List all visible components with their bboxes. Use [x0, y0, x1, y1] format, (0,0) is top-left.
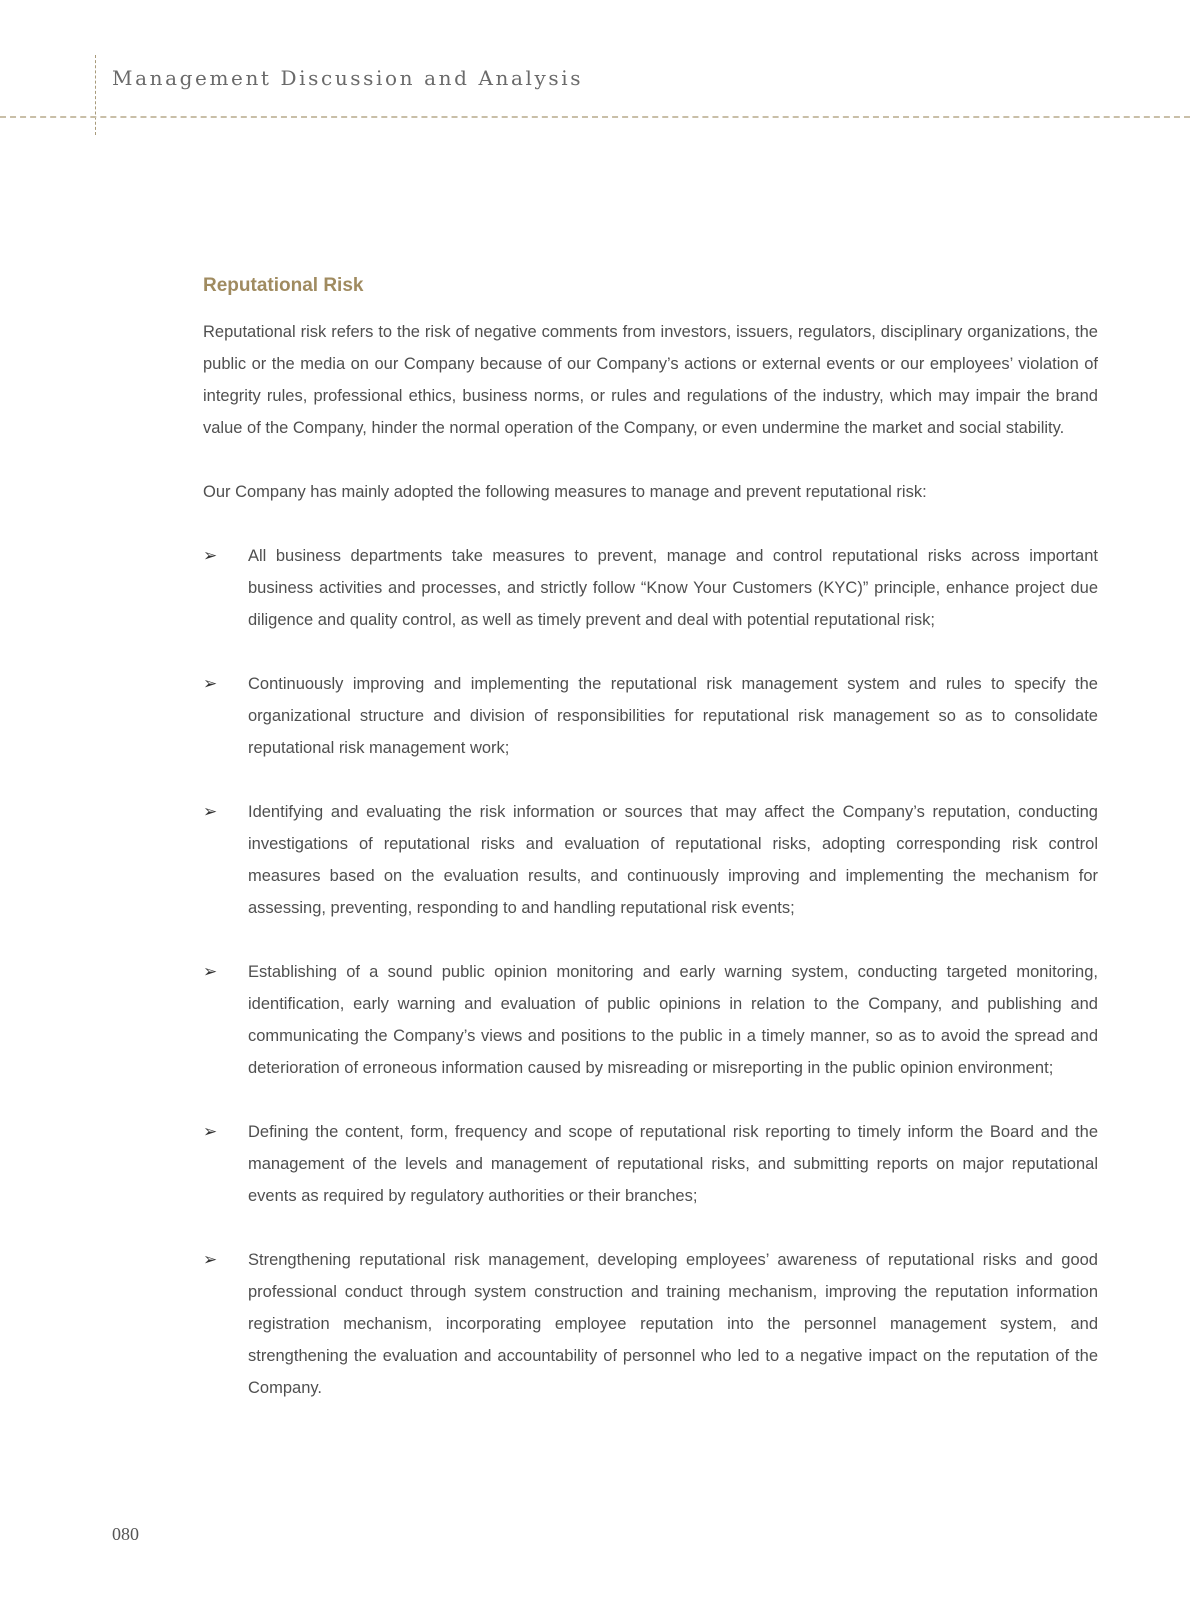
- page-number: 080: [112, 1524, 139, 1544]
- lead-in-paragraph: Our Company has mainly adopted the following measures to manage and prevent reputational risk:: [203, 483, 927, 501]
- arrow-bullet-icon: ➢: [203, 802, 218, 822]
- list-item: [203, 668, 1098, 764]
- section-heading: Reputational Risk: [203, 275, 364, 296]
- list-item: [203, 956, 1098, 1084]
- arrow-bullet-icon: ➢: [203, 1250, 218, 1270]
- list-item-text: Identifying and evaluating the risk information or sources that may affect the Company’s reputation, conducting investigations of reputational risks and evaluation of reputational risks, adopting corresponding risk control measures based on the evaluation results, and continuously improving and implementing the mechanism for assessing, preventing, responding to and handling reputational risk events;: [248, 803, 1098, 917]
- list-item-text: Establishing of a sound public opinion monitoring and early warning system, conducting targeted monitoring, identification, early warning and evaluation of public opinions in relation to the Company, and publishing and communicating the Company’s views and positions to the public in a timely manner, so as to avoid the spread and deterioration of erroneous information caused by misreading or misreporting in the public opinion environment;: [248, 963, 1098, 1077]
- list-item: [203, 540, 1098, 636]
- header-horizontal-rule: [0, 116, 1190, 118]
- running-header-title: Management Discussion and Analysis: [112, 66, 584, 90]
- arrow-bullet-icon: ➢: [203, 1122, 218, 1142]
- arrow-bullet-icon: ➢: [203, 546, 218, 566]
- list-item-text: Continuously improving and implementing the reputational risk management system and rules to specify the organizational structure and division of responsibilities for reputational risk management so as to consolidate reputational risk management work;: [248, 675, 1098, 757]
- arrow-bullet-icon: ➢: [203, 962, 218, 982]
- intro-paragraph: Reputational risk refers to the risk of negative comments from investors, issuers, regulators, disciplinary organizations, the public or the media on our Company because of our Company’s actions or external events or our employees’ violation of integrity rules, professional ethics, business norms, or rules and regulations of the industry, which may impair the brand value of the Company, hinder the normal operation of the Company, or even undermine the market and social stability.: [203, 323, 1098, 437]
- list-item-text: Defining the content, form, frequency and scope of reputational risk reporting to timely inform the Board and the management of the levels and management of reputational risks, and submitting reports on major reputational events as required by regulatory authorities or their branches;: [248, 1123, 1098, 1205]
- main-content: [203, 274, 1098, 1436]
- header-vertical-rule: [95, 55, 96, 135]
- list-item-text: All business departments take measures to prevent, manage and control reputational risks across important business activities and processes, and strictly follow “Know Your Customers (KYC)” principle, enhance project due diligence and quality control, as well as timely prevent and deal with potential reputational risk;: [248, 547, 1098, 629]
- list-item: [203, 1116, 1098, 1212]
- list-item: [203, 1244, 1098, 1404]
- list-item-text: Strengthening reputational risk management, developing employees’ awareness of reputational risks and good professional conduct through system construction and training mechanism, improving the reputation information registration mechanism, incorporating employee reputation into the personnel management system, and strengthening the evaluation and accountability of personnel who led to a negative impact on the reputation of the Company.: [248, 1251, 1098, 1397]
- arrow-bullet-icon: ➢: [203, 674, 218, 694]
- measures-list: [203, 540, 1098, 1404]
- list-item: [203, 796, 1098, 924]
